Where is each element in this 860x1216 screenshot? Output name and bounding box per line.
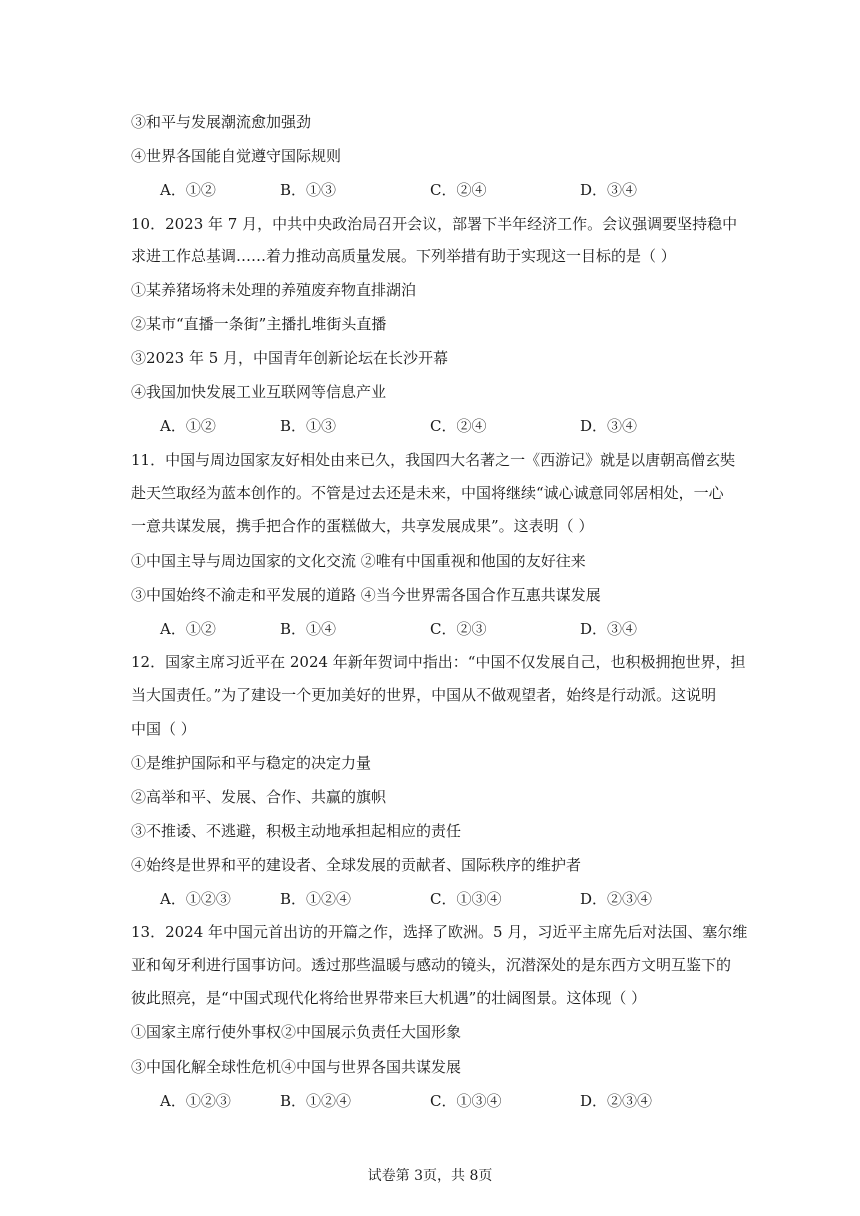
q12-option-a[interactable]: A．①②③ — [160, 890, 231, 908]
q12-item-4: ④始终是世界和平的建设者、全球发展的贡献者、国际秩序的维护者 — [131, 856, 582, 874]
q11-options — [160, 619, 720, 639]
q11-option-c[interactable]: C．②③ — [430, 620, 487, 638]
q12-option-b[interactable]: B．①②④ — [280, 890, 352, 908]
q13-option-b[interactable]: B．①②④ — [280, 1092, 352, 1110]
q10-item-3: ③2023 年 5 月，中国青年创新论坛在长沙开幕 — [131, 349, 449, 367]
q9-options — [160, 180, 720, 200]
q9-option-d[interactable]: D．③④ — [580, 181, 638, 199]
q13-items-line-2: ③中国化解全球性危机④中国与世界各国共谋发展 — [131, 1058, 462, 1076]
q10-stem-line-2: 求进工作总基调……着力推动高质量发展。下列举措有助于实现这一目标的是（ ） — [131, 247, 676, 265]
q13-option-d[interactable]: D．②③④ — [580, 1092, 653, 1110]
q13-option-a[interactable]: A．①②③ — [160, 1092, 231, 1110]
q10-option-c[interactable]: C．②④ — [430, 417, 487, 435]
q10-option-a[interactable]: A．①② — [160, 417, 216, 435]
q11-option-b[interactable]: B．①④ — [280, 620, 337, 638]
q11-items-line-2: ③中国始终不渝走和平发展的道路 ④当今世界需各国合作互惠共谋发展 — [131, 586, 601, 604]
q11-stem-line-2: 赴天竺取经为蓝本创作的。不管是过去还是未来，中国将继续“诚心诚意同邻居相处，一心 — [131, 484, 724, 502]
q10-item-2: ②某市“直播一条街”主播扎堆街头直播 — [131, 315, 387, 333]
q13-options — [160, 1091, 720, 1111]
q11-stem-line-3: 一意共谋发展，携手把合作的蛋糕做大，共享发展成果”。这表明（ ） — [131, 517, 594, 535]
page-footer: 试卷第 3页，共 8页 — [367, 1168, 493, 1184]
q12-item-1: ①是维护国际和平与稳定的决定力量 — [131, 754, 372, 772]
q12-stem-line-2: 当大国责任。”为了建设一个更加美好的世界，中国从不做观望者，始终是行动派。这说明 — [131, 686, 717, 704]
q10-item-4: ④我国加快发展工业互联网等信息产业 — [131, 383, 387, 401]
q11-option-a[interactable]: A．①② — [160, 620, 216, 638]
q12-options — [160, 889, 720, 909]
q9-option-c[interactable]: C．②④ — [430, 181, 487, 199]
q12-item-2: ②高举和平、发展、合作、共赢的旗帜 — [131, 788, 387, 806]
q11-items-line-1: ①中国主导与周边国家的文化交流 ②唯有中国重视和他国的友好往来 — [131, 552, 586, 570]
q9-option-b[interactable]: B．①③ — [280, 181, 337, 199]
q9-item-4: ④世界各国能自觉遵守国际规则 — [131, 147, 342, 165]
q12-stem-line-3: 中国（ ） — [131, 720, 196, 738]
q12-item-3: ③不推诿、不逃避，积极主动地承担起相应的责任 — [131, 822, 462, 840]
q10-stem-line-1: 10．2023 年 7 月，中共中央政治局召开会议，部署下半年经济工作。会议强调要坚持稳中 — [131, 215, 738, 233]
q10-option-d[interactable]: D．③④ — [580, 417, 638, 435]
q12-option-d[interactable]: D．②③④ — [580, 890, 653, 908]
q13-option-c[interactable]: C．①③④ — [430, 1092, 502, 1110]
q11-stem-line-1: 11．中国与周边国家友好相处由来已久，我国四大名著之一《西游记》就是以唐朝高僧玄奘 — [131, 451, 736, 469]
q11-option-d[interactable]: D．③④ — [580, 620, 638, 638]
q13-stem-line-3: 彼此照亮，是“中国式现代化将给世界带来巨大机遇”的壮阔图景。这体现（ ） — [131, 989, 647, 1007]
q12-stem-line-1: 12．国家主席习近平在 2024 年新年贺词中指出：“中国不仅发展自己，也积极拥抱世界，担 — [131, 653, 746, 671]
q13-stem-line-1: 13．2024 年中国元首出访的开篇之作，选择了欧洲。5 月，习近平主席先后对法国、塞尔维 — [131, 923, 748, 941]
q9-option-a[interactable]: A．①② — [160, 181, 216, 199]
q9-item-3: ③和平与发展潮流愈加强劲 — [131, 113, 312, 131]
q10-options — [160, 416, 720, 436]
q13-items-line-1: ①国家主席行使外事权②中国展示负责任大国形象 — [131, 1023, 462, 1041]
q10-option-b[interactable]: B．①③ — [280, 417, 337, 435]
q13-stem-line-2: 亚和匈牙利进行国事访问。透过那些温暖与感动的镜头，沉潜深处的是东西方文明互鉴下的 — [131, 956, 732, 974]
q12-option-c[interactable]: C．①③④ — [430, 890, 502, 908]
q10-item-1: ①某养猪场将未处理的养殖废弃物直排湖泊 — [131, 281, 417, 299]
